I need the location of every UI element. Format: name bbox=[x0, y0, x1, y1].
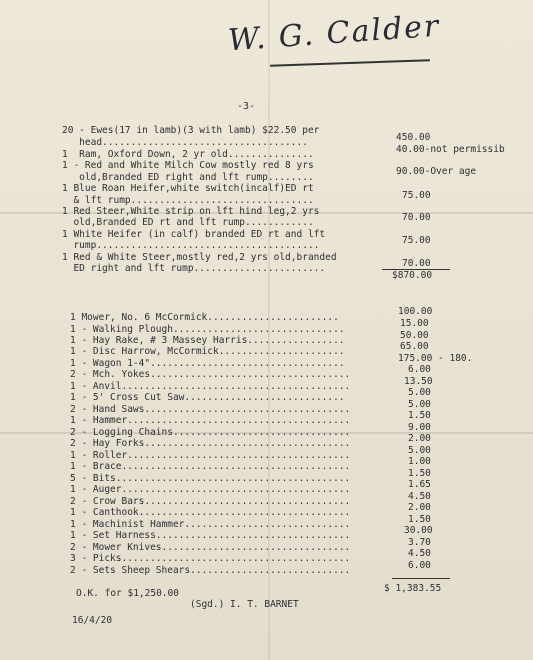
item-amount: 6.00 bbox=[408, 364, 431, 375]
item-amount: 2.00 bbox=[408, 433, 431, 444]
item-line: 1 Red & White Steer,mostly red,2 yrs old,branded bbox=[62, 252, 337, 263]
item-line: 1 White Heifer (in calf) branded ED rt and lft bbox=[62, 229, 326, 240]
item-line: 1 - Hammer....................................... bbox=[70, 415, 351, 426]
item-line: 20 - Ewes(17 in lamb)(3 with lamb) $22.50 per bbox=[62, 125, 320, 136]
item-line: 2 - Logging Chains............................... bbox=[70, 427, 351, 438]
item-amount: 4.50 bbox=[408, 548, 431, 559]
livestock-total: $870.00 bbox=[392, 270, 433, 281]
item-line: old,Branded ED rt and lft rump............ bbox=[62, 217, 314, 228]
item-amount: 175.00 - 180. bbox=[398, 353, 473, 364]
item-amount: 100.00 bbox=[398, 306, 433, 317]
signature-underline bbox=[270, 59, 430, 67]
item-line: 1 - 5' Cross Cut Saw............................ bbox=[70, 392, 345, 403]
item-amount: 30.00 bbox=[404, 525, 433, 536]
item-line: 1 Blue Roan Heifer,white switch(incalf)ED rt bbox=[62, 183, 314, 194]
item-line: 1 - Wagon 1-4".................................. bbox=[70, 358, 345, 369]
item-line: 1 - Walking Plough.............................. bbox=[70, 324, 345, 335]
item-amount: 5.00 bbox=[408, 445, 431, 456]
item-amount: 1.50 bbox=[408, 468, 431, 479]
item-line: & lft rump................................ bbox=[62, 195, 314, 206]
document-date: 16/4/20 bbox=[72, 615, 113, 626]
handwritten-signature: W. G. Calder bbox=[227, 8, 442, 59]
item-amount: 1.50 bbox=[408, 514, 431, 525]
item-line: 2 - Mower Knives................................. bbox=[70, 542, 351, 553]
item-line: 5 - Bits......................................... bbox=[70, 473, 351, 484]
item-amount: 15.00 bbox=[400, 318, 429, 329]
item-line: 1 - Disc Harrow, McCormick...................... bbox=[70, 346, 345, 357]
item-amount: 70.00 bbox=[402, 212, 431, 223]
item-amount: 3.70 bbox=[408, 537, 431, 548]
item-amount: 13.50 bbox=[404, 376, 433, 387]
item-amount: 4.50 bbox=[408, 491, 431, 502]
item-line: 1 Red Steer,White strip on lft hind leg,2 yrs bbox=[62, 206, 320, 217]
ok-approval: O.K. for $1,250.00 bbox=[76, 588, 179, 599]
page-number: -3- bbox=[237, 101, 256, 112]
item-amount: 5.00 bbox=[408, 399, 431, 410]
item-line: 1 - Brace........................................ bbox=[70, 461, 351, 472]
item-line: 2 - Hay Forks.................................... bbox=[70, 438, 351, 449]
item-amount: 50.00 bbox=[400, 330, 429, 341]
item-line: 1 Ram, Oxford Down, 2 yr old............... bbox=[62, 149, 314, 160]
item-line: 2 - Sets Sheep Shears............................ bbox=[70, 565, 351, 576]
item-amount: 90.00-Over age bbox=[396, 166, 477, 177]
item-line: 1 Mower, No. 6 McCormick....................... bbox=[70, 312, 339, 323]
item-amount: 1.50 bbox=[408, 410, 431, 421]
item-line: old,Branded ED right and lft rump........ bbox=[62, 172, 314, 183]
item-line: 3 - Picks........................................ bbox=[70, 553, 351, 564]
item-amount: 9.00 bbox=[408, 422, 431, 433]
item-line: head.................................... bbox=[62, 137, 308, 148]
item-amount: 5.00 bbox=[408, 387, 431, 398]
grand-total: $ 1,383.55 bbox=[384, 583, 442, 594]
total-rule bbox=[392, 578, 450, 579]
item-amount: 75.00 bbox=[402, 190, 431, 201]
item-amount: 2.00 bbox=[408, 502, 431, 513]
item-line: rump....................................... bbox=[62, 240, 320, 251]
item-amount: 40.00-not permissib bbox=[396, 144, 505, 155]
item-amount: 6.00 bbox=[408, 560, 431, 571]
item-line: 2 - Hand Saws.................................... bbox=[70, 404, 351, 415]
item-line: 1 - Auger........................................ bbox=[70, 484, 351, 495]
item-amount: 65.00 bbox=[400, 341, 429, 352]
item-line: ED right and lft rump....................... bbox=[62, 263, 326, 274]
item-amount: 1.00 bbox=[408, 456, 431, 467]
item-line: 1 - Hay Rake, # 3 Massey Harris................. bbox=[70, 335, 345, 346]
item-amount: 1.65 bbox=[408, 479, 431, 490]
item-amount: 70.00 bbox=[402, 258, 431, 269]
item-line: 1 - Set Harness.................................. bbox=[70, 530, 351, 541]
item-line: 1 - Machinist Hammer............................. bbox=[70, 519, 351, 530]
item-amount: 450.00 bbox=[396, 132, 431, 143]
item-line: 2 - Mch. Yokes................................... bbox=[70, 369, 351, 380]
item-line: 1 - Red and White Milch Cow mostly red 8 yrs bbox=[62, 160, 314, 171]
item-line: 1 - Roller....................................... bbox=[70, 450, 351, 461]
item-line: 1 - Anvil........................................ bbox=[70, 381, 351, 392]
item-line: 2 - Crow Bars.................................... bbox=[70, 496, 351, 507]
item-amount: 75.00 bbox=[402, 235, 431, 246]
item-line: 1 - Canthook..................................... bbox=[70, 507, 351, 518]
signed-by: (Sgd.) I. T. BARNET bbox=[190, 599, 299, 610]
